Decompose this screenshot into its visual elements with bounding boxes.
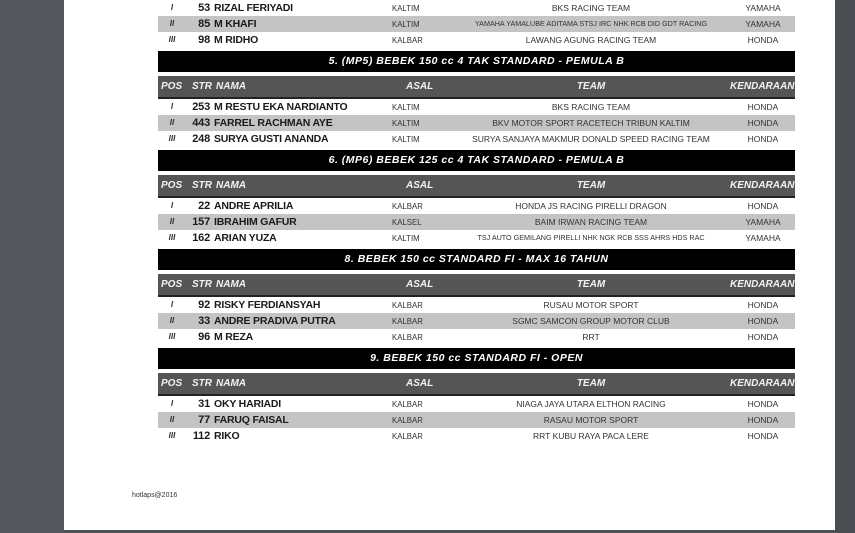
team-cell: BAIM IRWAN RACING TEAM	[534, 217, 648, 227]
race-section	[158, 249, 795, 345]
header-asal: ASAL	[406, 81, 434, 92]
column-header	[158, 274, 795, 297]
nama-cell: RIZAL FERIYADI	[214, 2, 293, 14]
asal-cell: KALBAR	[392, 431, 423, 441]
table-row	[158, 313, 795, 329]
pos-cell: II	[169, 415, 175, 424]
kendaraan-cell: HONDA	[747, 102, 779, 112]
team-cell: LAWANG AGUNG RACING TEAM	[525, 35, 657, 45]
pos-cell: I	[170, 102, 174, 111]
pos-cell: I	[170, 3, 174, 12]
team-cell: NIAGA JAYA UTARA ELTHON RACING	[516, 399, 666, 409]
kendaraan-cell: HONDA	[747, 118, 779, 128]
str-cell: 85	[198, 18, 210, 30]
header-team: TEAM	[576, 279, 606, 290]
header-kendaraan: KENDARAAN	[730, 279, 795, 290]
header-str: STR	[192, 378, 212, 389]
str-cell: 77	[198, 414, 210, 426]
nama-cell: ARIAN YUZA	[214, 232, 277, 244]
str-cell: 53	[198, 2, 210, 14]
team-cell: SGMC SAMCON GROUP MOTOR CLUB	[512, 316, 670, 326]
kendaraan-cell: HONDA	[747, 316, 779, 326]
header-asal: ASAL	[406, 378, 434, 389]
kendaraan-cell: YAMAHA	[745, 233, 781, 243]
header-asal: ASAL	[406, 180, 434, 191]
table-row	[158, 198, 795, 214]
asal-cell: KALBAR	[392, 332, 423, 342]
table-row	[158, 214, 795, 230]
pos-cell: I	[170, 399, 174, 408]
team-cell: BKV MOTOR SPORT RACETECH TRIBUN KALTIM	[492, 118, 690, 128]
section-title: 5. (MP5) BEBEK 150 cc 4 TAK STANDARD - PEMULA B	[158, 51, 795, 72]
section-title: 9. BEBEK 150 cc STANDARD FI - OPEN	[158, 348, 795, 369]
header-asal: ASAL	[406, 279, 434, 290]
table-row	[158, 32, 795, 48]
kendaraan-cell: HONDA	[747, 415, 779, 425]
column-header	[158, 373, 795, 396]
str-cell: 96	[198, 331, 210, 343]
header-str: STR	[192, 279, 212, 290]
nama-cell: FARUQ FAISAL	[214, 414, 289, 426]
kendaraan-cell: YAMAHA	[745, 19, 781, 29]
pos-cell: II	[169, 316, 175, 325]
table-row	[158, 16, 795, 32]
asal-cell: KALTIM	[392, 102, 420, 112]
asal-cell: KALBAR	[392, 201, 423, 211]
table-row	[158, 428, 795, 444]
header-team: TEAM	[576, 180, 606, 191]
header-nama: NAMA	[216, 378, 246, 389]
str-cell: 22	[198, 200, 210, 212]
asal-cell: KALBAR	[392, 399, 423, 409]
header-nama: NAMA	[216, 279, 246, 290]
asal-cell: KALSEL	[392, 217, 422, 227]
team-cell: HONDA JS RACING PIRELLI DRAGON	[515, 201, 667, 211]
race-section	[158, 150, 795, 246]
header-kendaraan: KENDARAAN	[730, 378, 795, 389]
pos-cell: III	[168, 134, 176, 143]
kendaraan-cell: YAMAHA	[745, 3, 781, 13]
team-cell: BKS RACING TEAM	[551, 102, 631, 112]
footer-credit: hotlaps@2016	[132, 492, 178, 499]
race-section	[158, 51, 795, 147]
asal-cell: KALBAR	[392, 415, 423, 425]
nama-cell: M RIDHO	[214, 34, 259, 46]
table-row	[158, 131, 795, 147]
nama-cell: SURYA GUSTI ANANDA	[214, 133, 329, 145]
team-cell: YAMAHA YAMALUBE ADITAMA STSJ IRC NHK RCB DID GDT RACING	[474, 19, 708, 28]
header-str: STR	[192, 180, 212, 191]
kendaraan-cell: HONDA	[747, 201, 779, 211]
asal-cell: KALTIM	[392, 233, 420, 243]
asal-cell: KALTIM	[392, 3, 420, 13]
nama-cell: M REZA	[214, 331, 254, 343]
asal-cell: KALTIM	[392, 118, 420, 128]
viewer-left-margin	[0, 0, 64, 533]
str-cell: 443	[192, 117, 210, 129]
kendaraan-cell: HONDA	[747, 399, 779, 409]
pdf-page	[64, 0, 835, 530]
kendaraan-cell: HONDA	[747, 332, 779, 342]
header-pos: POS	[161, 279, 183, 290]
team-cell: BKS RACING TEAM	[551, 3, 631, 13]
kendaraan-cell: YAMAHA	[745, 217, 781, 227]
column-header	[158, 76, 795, 99]
team-cell: RRT KUBU RAYA PACA LERE	[533, 431, 649, 441]
str-cell: 253	[192, 101, 210, 113]
header-team: TEAM	[576, 378, 606, 389]
str-cell: 157	[192, 216, 210, 228]
table-row	[158, 396, 795, 412]
nama-cell: ANDRE APRILIA	[214, 200, 294, 212]
table-row	[158, 412, 795, 428]
pos-cell: III	[168, 431, 176, 440]
str-cell: 248	[192, 133, 210, 145]
asal-cell: KALBAR	[392, 35, 423, 45]
asal-cell: KALBAR	[392, 300, 423, 310]
nama-cell: OKY HARIADI	[214, 398, 282, 410]
str-cell: 98	[198, 34, 210, 46]
pos-cell: I	[170, 300, 174, 309]
pos-cell: I	[170, 201, 174, 210]
pos-cell: III	[168, 233, 176, 242]
team-cell: RRT	[582, 332, 600, 342]
nama-cell: RIKO	[214, 430, 240, 442]
str-cell: 31	[198, 398, 210, 410]
team-cell: RASAU MOTOR SPORT	[543, 415, 639, 425]
kendaraan-cell: HONDA	[747, 431, 779, 441]
str-cell: 92	[198, 299, 210, 311]
str-cell: 112	[192, 430, 210, 442]
kendaraan-cell: HONDA	[747, 35, 779, 45]
race-section	[158, 348, 795, 444]
table-row	[158, 0, 795, 16]
header-pos: POS	[161, 81, 183, 92]
header-pos: POS	[161, 378, 183, 389]
nama-cell: RISKY FERDIANSYAH	[214, 299, 321, 311]
asal-cell: KALBAR	[392, 316, 423, 326]
nama-cell: IBRAHIM GAFUR	[214, 216, 297, 228]
nama-cell: FARREL RACHMAN AYE	[214, 117, 333, 129]
kendaraan-cell: HONDA	[747, 134, 779, 144]
nama-cell: M KHAFI	[214, 18, 257, 30]
nama-cell: M RESTU EKA NARDIANTO	[214, 101, 348, 113]
header-pos: POS	[161, 180, 183, 191]
str-cell: 33	[198, 315, 210, 327]
asal-cell: KALTIM	[392, 19, 420, 29]
header-nama: NAMA	[216, 81, 246, 92]
team-cell: SURYA SANJAYA MAKMUR DONALD SPEED RACING TEAM	[472, 134, 710, 144]
table-row	[158, 230, 795, 246]
asal-cell: KALTIM	[392, 134, 420, 144]
header-str: STR	[192, 81, 212, 92]
team-cell: TSJ AUTO GEMILANG PIRELLI NHK NGK RCB SSS AHRS HDS RAC	[477, 233, 705, 242]
previous-section-rows	[158, 0, 795, 48]
viewer-scrollbar[interactable]	[835, 0, 855, 533]
pos-cell: II	[169, 118, 175, 127]
header-kendaraan: KENDARAAN	[730, 81, 795, 92]
str-cell: 162	[192, 232, 210, 244]
team-cell: RUSAU MOTOR SPORT	[543, 300, 639, 310]
pos-cell: III	[168, 332, 176, 341]
table-row	[158, 329, 795, 345]
header-nama: NAMA	[216, 180, 246, 191]
section-title: 8. BEBEK 150 cc STANDARD FI - MAX 16 TAHUN	[158, 249, 795, 270]
kendaraan-cell: HONDA	[747, 300, 779, 310]
pos-cell: III	[168, 35, 176, 44]
column-header	[158, 175, 795, 198]
header-team: TEAM	[576, 81, 606, 92]
pos-cell: II	[169, 217, 175, 226]
results-table	[158, 0, 795, 444]
header-kendaraan: KENDARAAN	[730, 180, 795, 191]
section-title: 6. (MP6) BEBEK 125 cc 4 TAK STANDARD - PEMULA B	[158, 150, 795, 171]
table-row	[158, 115, 795, 131]
nama-cell: ANDRE PRADIVA PUTRA	[214, 315, 336, 327]
table-row	[158, 297, 795, 313]
pos-cell: II	[169, 19, 175, 28]
table-row	[158, 99, 795, 115]
